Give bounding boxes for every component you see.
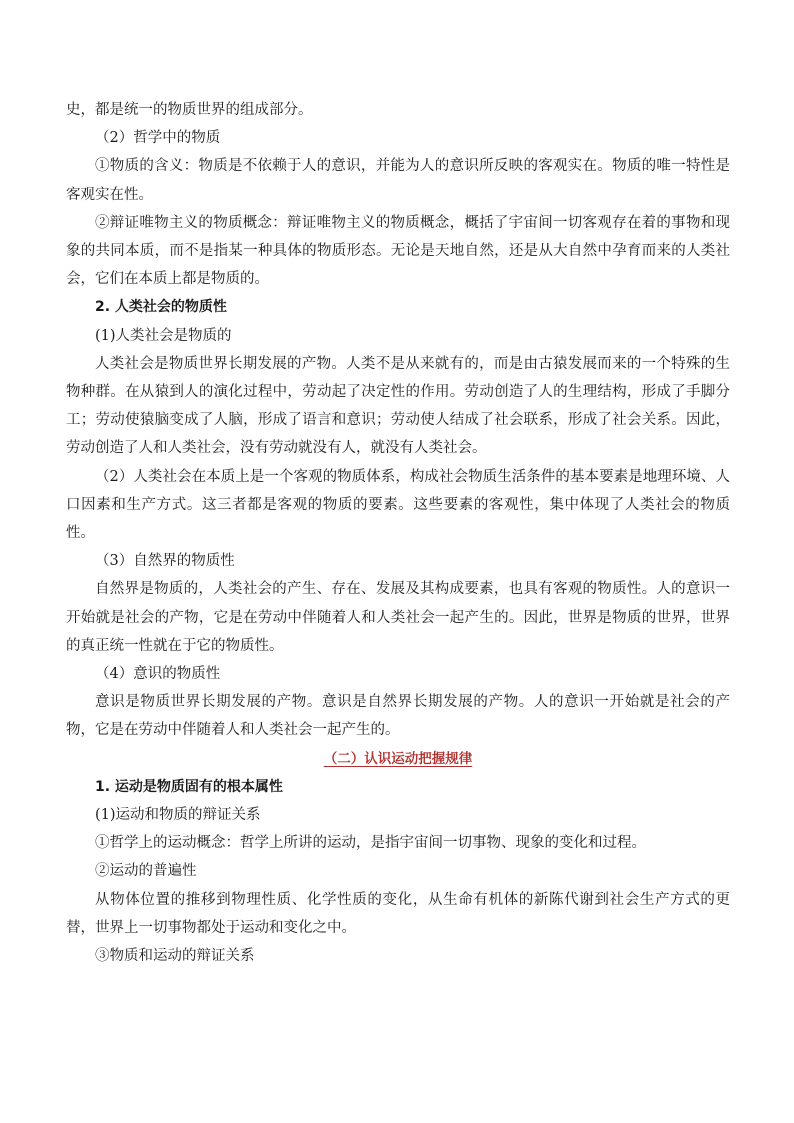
heading-human-society-materiality: 2. 人类社会的物质性: [95, 299, 227, 316]
paragraph-society-objective-system: （2）人类社会在本质上是一个客观的物质体系，构成社会物质生活条件的基本要素是地理环境、人口因素和生产方式。这三者都是客观的物质的要素。这些要素的客观性，集中体现了人类社会的物质性。: [66, 468, 730, 542]
document-page: [66, 96, 730, 970]
paragraph-nature-material: 自然界是物质的，人类社会的产生、存在、发展及其构成要素，也具有客观的物质性。人的意识一开始就是社会的产物，它是在劳动中伴随着人和人类社会一起产生的。因此，世界是物质的世界，世界的真正统一性就在于它的物质性。: [66, 581, 730, 654]
paragraph-matter-meaning: ①物质的含义：物质是不依赖于人的意识，并能为人的意识所反映的客观实在。物质的唯一特性是客观实在性。: [66, 158, 730, 203]
paragraph-motion-universality: 从物体位置的推移到物理性质、化学性质的变化，从生命有机体的新陈代谢到社会生产方式的更替，世界上一切事物都处于运动和变化之中。: [66, 891, 730, 936]
paragraph-motion-concept: ①哲学上的运动概念：哲学上所讲的运动，是指宇宙间一切事物、现象的变化和过程。: [95, 835, 646, 852]
paragraph-continuation: 史，都是统一的物质世界的组成部分。: [66, 102, 313, 118]
paragraph-society-product: 人类社会是物质世界长期发展的产物。人类不是从来就有的，而是由古猿发展而来的一个特殊的生物种群。在从猿到人的演化过程中，劳动起了决定性的作用。劳动创造了人的生理结构，形成了手脚分工；劳动使猿脑变成了人脑，形成了语言和意识；劳动使人结成了社会联系，形成了社会关系。因此，劳动创造了人和人类社会，没有劳动就没有人，就没有人类社会。: [66, 355, 730, 457]
paragraph-consciousness-product: 意识是物质世界长期发展的产物。意识是自然界长期发展的产物。人的意识一开始就是社会的产物，它是在劳动中伴随着人和人类社会一起产生的。: [66, 694, 730, 739]
section-title-text: （二）认识运动把握规律: [323, 750, 473, 767]
subheading-consciousness-materiality: （4）意识的物质性: [95, 666, 221, 683]
subheading-motion-universality: ②运动的普遍性: [95, 863, 197, 880]
subheading-motion-matter-relation: (1)运动和物质的辩证关系: [95, 807, 261, 824]
subheading-matter-motion-dialectic: ③物质和运动的辩证关系: [95, 948, 255, 965]
subheading-philosophy-matter: （2）哲学中的物质: [95, 130, 221, 147]
subheading-society-is-material: (1)人类社会是物质的: [95, 327, 232, 344]
subheading-nature-materiality: （3）自然界的物质性: [95, 553, 235, 570]
paragraph-dialectical-matter: ②辩证唯物主义的物质概念：辩证唯物主义的物质概念，概括了宇宙间一切客观存在着的事物和现象的共同本质，而不是指某一种具体的物质形态。无论是天地自然，还是从大自然中孕育而来的人类社会，它们在本质上都是物质的。: [66, 214, 730, 288]
heading-motion-attribute: 1. 运动是物质固有的根本属性: [95, 778, 283, 795]
section-title: [66, 745, 730, 773]
